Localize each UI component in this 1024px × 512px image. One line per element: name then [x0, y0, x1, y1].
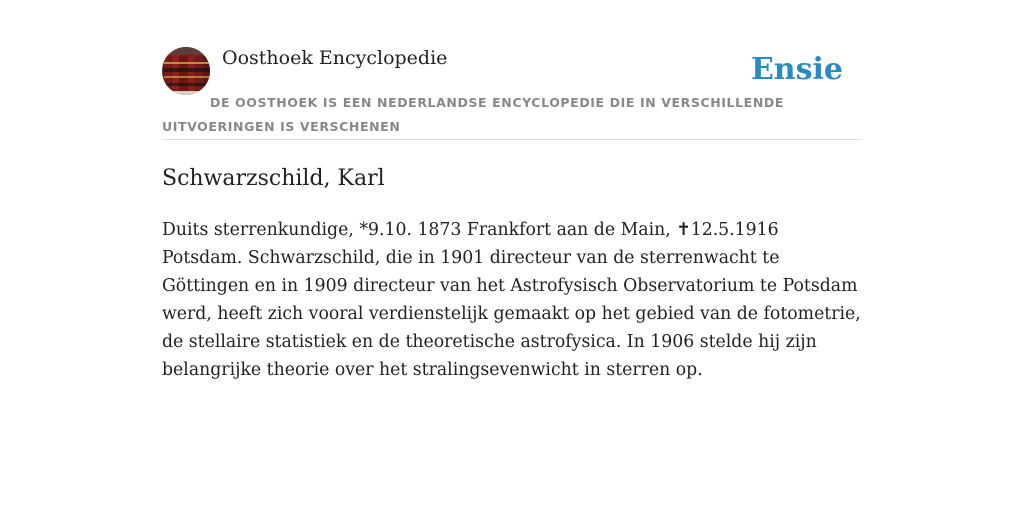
page-header [162, 46, 862, 140]
article-body: Duits sterrenkundige, *9.10. 1873 Frankfort aan de Main, ✝12.5.1916 Potsdam. Schwarzschild, die in 1901 directeur van de sterrenwacht te Göttingen en in 1909 directeur van het Astrofysisch Observatorium te Potsdam werd, heeft zich vooral verdienstelijk gemaakt op het gebied van de fotometrie, de stellaire statistiek en de theoretische astrofysica. In 1906 stelde hij zijn belangrijke theorie over het stralingsevenwicht in sterren op. [162, 220, 861, 380]
encyclopedia-books-icon[interactable] [162, 47, 210, 95]
site-tagline: DE OOSTHOEK IS EEN NEDERLANDSE ENCYCLOPEDIE DIE IN VERSCHILLENDE UITVOERINGEN IS VERSCHENEN [162, 95, 784, 134]
brand-logo[interactable]: Ensie [750, 52, 843, 87]
article-title: Schwarzschild, Karl [162, 166, 385, 191]
site-title-link[interactable]: Oosthoek Encyclopedie [222, 47, 448, 69]
